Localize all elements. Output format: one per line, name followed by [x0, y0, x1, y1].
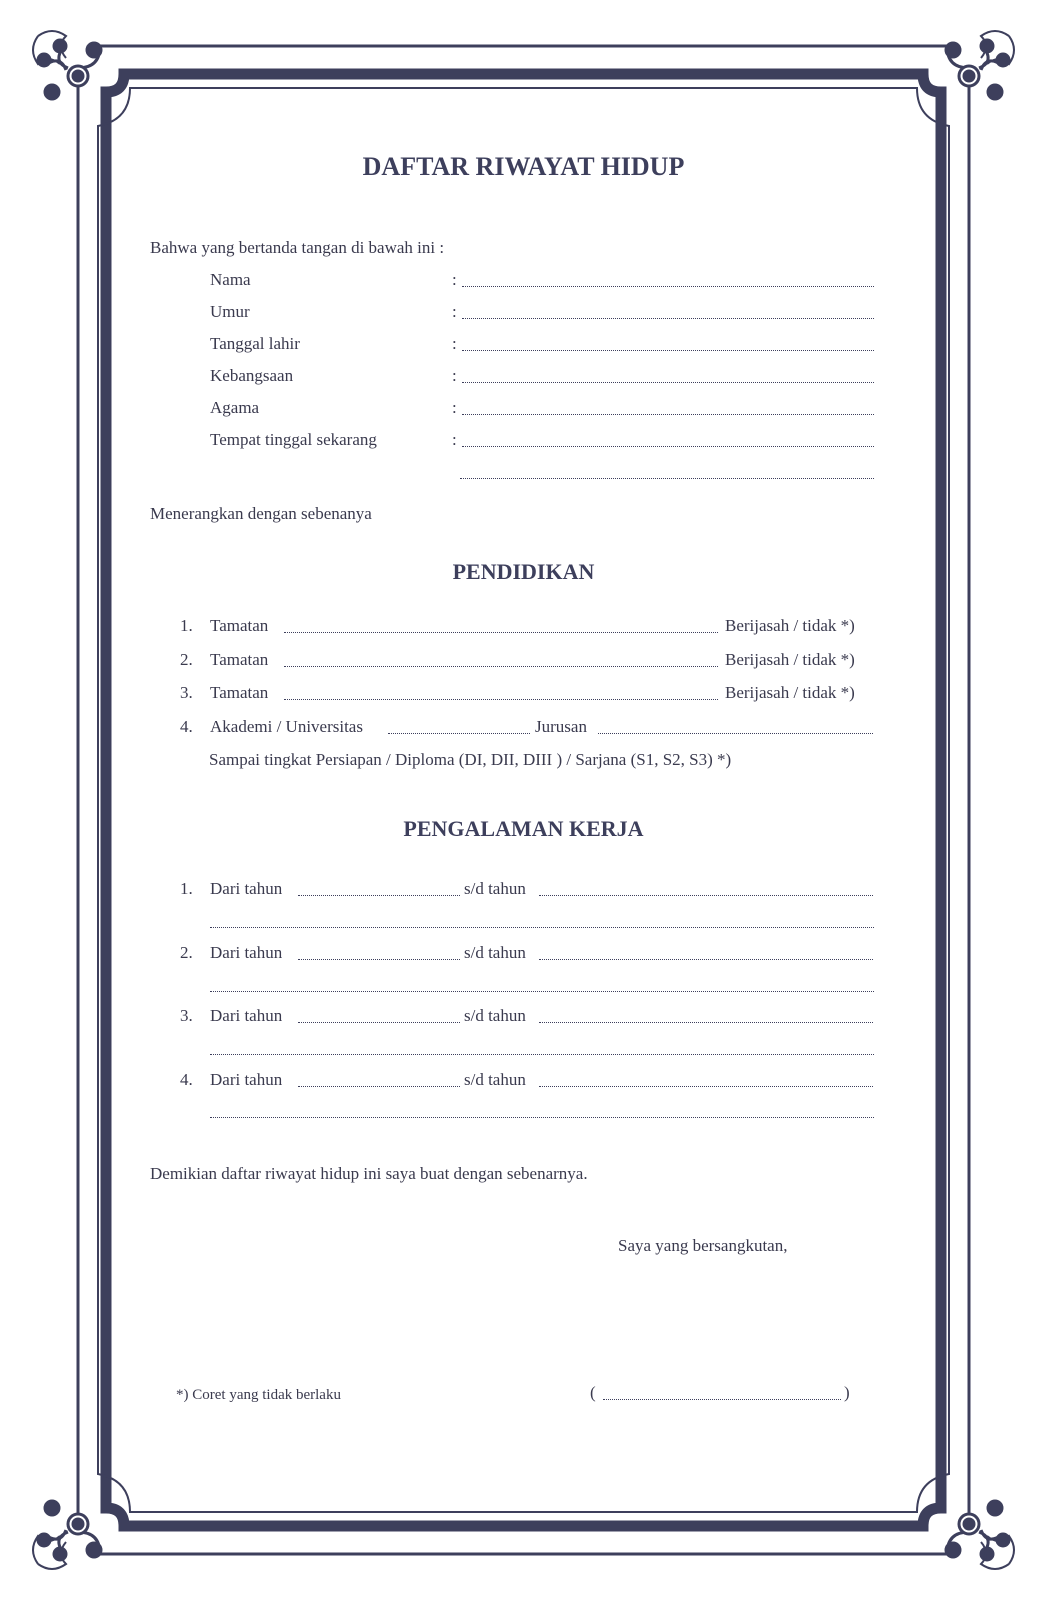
akademi-field[interactable] [388, 733, 530, 734]
dari-tahun-field-4[interactable] [298, 1086, 460, 1087]
tanggal-lahir-field[interactable] [462, 350, 874, 351]
label-umur: Umur [210, 302, 250, 321]
list-number: 3. [180, 1006, 193, 1025]
colon: : [452, 366, 457, 385]
list-number: 2. [180, 943, 193, 962]
education-level-note: Sampai tingkat Persiapan / Diploma (DI, DII, DIII ) / Sarjana (S1, S2, S3) *) [209, 750, 732, 769]
experience-detail-field-4[interactable] [210, 1117, 874, 1118]
signature-close-paren: ) [844, 1383, 850, 1402]
experience-detail-field-1[interactable] [210, 927, 874, 928]
agama-field[interactable] [462, 414, 874, 415]
dari-tahun-field-1[interactable] [298, 895, 460, 896]
dari-tahun-field-2[interactable] [298, 959, 460, 960]
sd-tahun-label: s/d tahun [464, 1006, 526, 1025]
sd-tahun-field-3[interactable] [539, 1022, 873, 1023]
colon: : [452, 334, 457, 353]
label-nama: Nama [210, 270, 251, 289]
tempat-tinggal-field-line2[interactable] [460, 478, 874, 479]
label-tanggal-lahir: Tanggal lahir [210, 334, 300, 353]
list-number: 2. [180, 650, 193, 669]
sd-tahun-field-2[interactable] [539, 959, 873, 960]
kebangsaan-field[interactable] [462, 382, 874, 383]
umur-field[interactable] [462, 318, 874, 319]
tamatan-field-1[interactable] [284, 632, 718, 633]
tempat-tinggal-field[interactable] [462, 446, 874, 447]
statement-text: Menerangkan dengan sebenanya [150, 504, 372, 523]
signature-open-paren: ( [590, 1383, 596, 1402]
label-tempat-tinggal: Tempat tinggal sekarang [210, 430, 377, 449]
list-number: 3. [180, 683, 193, 702]
education-heading: PENDIDIKAN [452, 559, 595, 584]
berijasah-label: Berijasah / tidak *) [725, 683, 855, 702]
signature-name-field[interactable] [603, 1399, 841, 1400]
list-number: 4. [180, 1070, 193, 1089]
dari-tahun-label: Dari tahun [210, 879, 283, 898]
experience-heading: PENGALAMAN KERJA [403, 816, 644, 841]
sd-tahun-field-1[interactable] [539, 895, 873, 896]
closing-text: Demikian daftar riwayat hidup ini saya buat dengan sebenarnya. [150, 1164, 588, 1183]
colon: : [452, 302, 457, 321]
sd-tahun-label: s/d tahun [464, 879, 526, 898]
dari-tahun-label: Dari tahun [210, 943, 283, 962]
dari-tahun-label: Dari tahun [210, 1006, 283, 1025]
document-title: DAFTAR RIWAYAT HIDUP [362, 152, 685, 181]
dari-tahun-label: Dari tahun [210, 1070, 283, 1089]
tamatan-label: Tamatan [210, 650, 269, 669]
label-kebangsaan: Kebangsaan [210, 366, 294, 385]
label-agama: Agama [210, 398, 260, 417]
colon: : [452, 398, 457, 417]
footnote: *) Coret yang tidak berlaku [176, 1387, 341, 1403]
tamatan-field-2[interactable] [284, 666, 718, 667]
nama-field[interactable] [462, 286, 874, 287]
tamatan-field-3[interactable] [284, 699, 718, 700]
list-number: 1. [180, 879, 193, 898]
tamatan-label: Tamatan [210, 616, 269, 635]
sd-tahun-field-4[interactable] [539, 1086, 873, 1087]
berijasah-label: Berijasah / tidak *) [725, 616, 855, 635]
list-number: 4. [180, 717, 193, 736]
intro-text: Bahwa yang bertanda tangan di bawah ini : [150, 238, 445, 257]
colon: : [452, 270, 457, 289]
experience-detail-field-2[interactable] [210, 991, 874, 992]
jurusan-field[interactable] [598, 733, 873, 734]
sd-tahun-label: s/d tahun [464, 943, 526, 962]
signature-label: Saya yang bersangkutan, [618, 1236, 788, 1255]
colon: : [452, 430, 457, 449]
list-number: 1. [180, 616, 193, 635]
dari-tahun-field-3[interactable] [298, 1022, 460, 1023]
berijasah-label: Berijasah / tidak *) [725, 650, 855, 669]
akademi-label: Akademi / Universitas [210, 717, 363, 736]
tamatan-label: Tamatan [210, 683, 269, 702]
sd-tahun-label: s/d tahun [464, 1070, 526, 1089]
jurusan-label: Jurusan [535, 717, 587, 736]
experience-detail-field-3[interactable] [210, 1054, 874, 1055]
